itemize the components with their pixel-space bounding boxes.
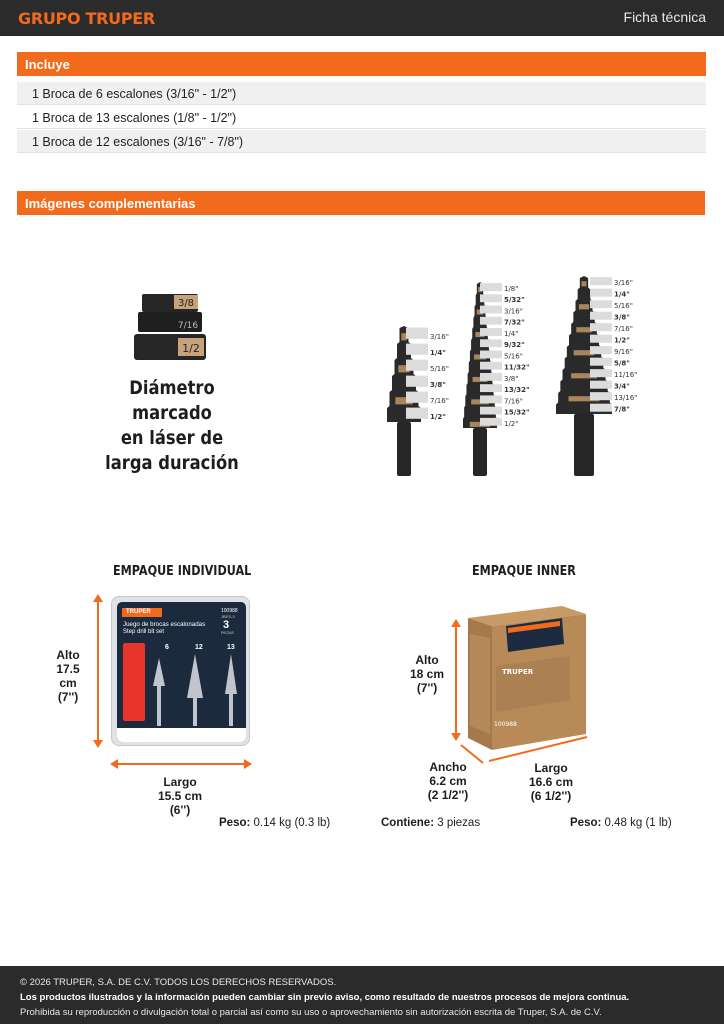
ancho-dimension (426, 760, 470, 802)
drill-size-label: 11/32" (504, 363, 530, 372)
imagenes-section-title: Imágenes complementarias (17, 191, 705, 215)
drill-label-tag (406, 328, 428, 339)
drill-label-tag (590, 346, 612, 354)
drill-label-tag (590, 312, 612, 320)
drill-size-label: 1/4" (504, 329, 519, 338)
alto-label: Alto (415, 653, 439, 667)
card-model: JBES-3 (221, 614, 235, 619)
drill-size-label: 5/16" (614, 302, 633, 311)
drill-label-tag (590, 323, 612, 331)
incluye-section-title: Incluye (17, 52, 706, 76)
closeup-mark: 7/16 (177, 321, 199, 331)
laser-text-line: en láser de (120, 427, 224, 449)
empaque-inner-title: EMPAQUE INNER (472, 564, 576, 579)
drill-size-label: 5/16" (504, 352, 523, 361)
ancho-label: Ancho (429, 760, 467, 774)
card-title: Juego de brocas escalonadas (123, 621, 206, 628)
drill-label-tag (590, 277, 612, 285)
incluye-item: 1 Broca de 12 escalones (3/16" - 7/8") (17, 130, 706, 153)
drill-label-tag (480, 317, 502, 325)
drill-label-tag (480, 384, 502, 392)
incluye-item: 1 Broca de 6 escalones (3/16" - 1/2") (17, 82, 706, 105)
alto-cm: 18 cm (409, 667, 445, 681)
drill-size-label: 3/8" (504, 374, 519, 383)
drill-label-tag (590, 392, 612, 400)
drill-label-tag (480, 407, 502, 415)
incluye-item: 1 Broca de 13 escalones (1/8" - 1/2") (17, 106, 706, 129)
drill-label-tag (480, 362, 502, 370)
peso-label: Peso: (570, 817, 602, 829)
largo-cm: 15.5 cm (157, 789, 203, 803)
drill-size-label: 1/2" (504, 419, 519, 428)
card-bit-steps: 6 (165, 644, 169, 651)
box-brand: TRUPER (502, 668, 534, 676)
drill-label-tag (590, 381, 612, 389)
drill-size-label: 3/16" (430, 332, 449, 341)
drill-bit-shaft (574, 414, 594, 476)
drill-bit-shaft (397, 422, 411, 476)
peso-value: 0.14 kg (0.3 lb) (253, 817, 331, 829)
ancho-cm: 6.2 cm (429, 774, 467, 788)
laser-feature-text (96, 376, 247, 476)
drill-size-label: 15/32" (504, 408, 530, 417)
card-subtitle: Step drill bit set (123, 629, 165, 635)
drill-label-tag (590, 335, 612, 343)
drill-label-tag (590, 404, 612, 412)
card-pieces: 3 (223, 619, 230, 631)
inner-largo-dimension-line (486, 734, 590, 764)
drill-size-label: 5/8" (614, 359, 630, 368)
step-drill-bits-image (380, 274, 680, 480)
drill-label-tag (590, 289, 612, 297)
empaque-individual-title: EMPAQUE INDIVIDUAL (113, 564, 252, 579)
drill-label-tag (406, 376, 428, 387)
contiene-label: Contiene: (381, 817, 435, 829)
laser-text-line: Diámetro marcado (129, 377, 215, 424)
drill-size-label: 9/16" (614, 348, 633, 357)
drill-label-tag (480, 339, 502, 347)
inner-alto-dimension (408, 653, 446, 695)
drill-bit-shaft (473, 428, 487, 476)
drill-size-label: 11/16" (614, 371, 638, 380)
card-bit-steps: 12 (195, 644, 203, 651)
largo-in: (6'') (169, 803, 191, 817)
largo-dimension-line (110, 758, 252, 770)
drill-size-label: 1/2" (430, 412, 446, 421)
largo-label: Largo (534, 761, 568, 775)
drill-label-tag (480, 283, 502, 291)
drill-label-tag (480, 328, 502, 336)
card-brand: TRUPER (122, 608, 162, 617)
drill-size-label: 3/4" (614, 382, 630, 391)
card-bit-steps: 13 (227, 644, 235, 651)
closeup-mark: 1/2 (182, 342, 200, 355)
drill-size-label: 7/32" (504, 318, 525, 327)
card-pieces-label: PIEZAS (221, 631, 234, 635)
drill-size-label: 1/8" (504, 284, 519, 293)
drill-size-label: 7/16" (504, 397, 523, 406)
drill-bit-marking (582, 281, 587, 286)
drill-size-label: 7/16" (430, 396, 449, 405)
drill-size-label: 1/4" (430, 348, 446, 357)
footer-notice: Los productos ilustrados y la información pueden cambiar sin previo aviso, como resultado de nuestros procesos de mejora continua. (20, 992, 630, 1003)
largo-dimension (150, 775, 210, 817)
drill-label-tag (480, 351, 502, 359)
drill-size-label: 5/16" (430, 364, 449, 373)
drill-label-tag (406, 408, 428, 419)
drill-label-tag (480, 395, 502, 403)
drill-label-tag (590, 300, 612, 308)
footer-copyright: © 2026 TRUPER, S.A. DE C.V. TODOS LOS DERECHOS RESERVADOS. (20, 977, 337, 988)
drill-size-label: 3/8" (614, 313, 630, 322)
laser-text-line: larga duración (105, 452, 239, 474)
footer (0, 966, 724, 1024)
alto-dimension (48, 648, 88, 704)
drill-label-tag (406, 360, 428, 371)
footer-legal: Prohibida su reproducción o divulgación total o parcial así como su uso o aprovechamiento sin autorización escrita de Truper, S.A. de C.V. (20, 1007, 602, 1018)
drill-size-label: 7/16" (614, 325, 633, 334)
drill-label-tag (480, 306, 502, 314)
drill-size-label: 1/4" (614, 290, 630, 299)
peso-value: 0.48 kg (1 lb) (604, 817, 672, 829)
drill-label-tag (480, 418, 502, 426)
drill-label-tag (406, 344, 428, 355)
alto-in: (7'') (416, 681, 438, 695)
inner-alto-dimension-line (450, 619, 462, 741)
alto-in: (7'') (57, 690, 79, 704)
inner-box-image (466, 604, 588, 752)
alto-dimension-line (92, 594, 104, 748)
drill-size-label: 9/32" (504, 341, 525, 350)
peso-individual (219, 817, 330, 829)
closeup-mark: 3/8 (177, 298, 195, 309)
peso-inner (570, 817, 672, 829)
drill-bit-marking (576, 327, 591, 332)
drill-size-label: 13/32" (504, 386, 530, 395)
ficha-tecnica-label: Ficha técnica (623, 9, 706, 25)
drill-size-label: 3/16" (614, 279, 633, 288)
box-code: 100988 (494, 721, 517, 728)
alto-label: Alto (56, 648, 80, 662)
drill-label-tag (590, 369, 612, 377)
header-bar (0, 0, 724, 36)
inner-largo-dimension (526, 761, 576, 803)
blister-package-image (111, 596, 250, 746)
alto-cm: 17.5 cm (56, 662, 80, 690)
drill-label-tag (406, 392, 428, 403)
card-code: 100988 (221, 608, 238, 614)
peso-label: Peso: (219, 817, 251, 829)
drill-size-label: 5/32" (504, 296, 525, 305)
ancho-in: (2 1/2'') (427, 788, 469, 802)
brand-logo: GRUPO TRUPER (18, 9, 155, 28)
drill-bit-marking (579, 304, 589, 309)
drill-bit-marking (401, 333, 406, 340)
drill-size-label: 3/16" (504, 307, 523, 316)
drill-size-label: 7/8" (614, 405, 630, 414)
largo-label: Largo (163, 775, 197, 789)
contiene-value: 3 piezas (437, 817, 481, 829)
contiene-inner (381, 817, 480, 829)
drill-size-label: 13/16" (614, 394, 638, 403)
drill-size-label: 3/8" (430, 380, 446, 389)
drill-label-tag (590, 358, 612, 366)
drill-label-tag (480, 373, 502, 381)
largo-cm: 16.6 cm (528, 775, 574, 789)
drill-size-label: 1/2" (614, 336, 630, 345)
drill-label-tag (480, 294, 502, 302)
largo-in: (6 1/2'') (530, 789, 572, 803)
drill-closeup-image (130, 292, 210, 364)
